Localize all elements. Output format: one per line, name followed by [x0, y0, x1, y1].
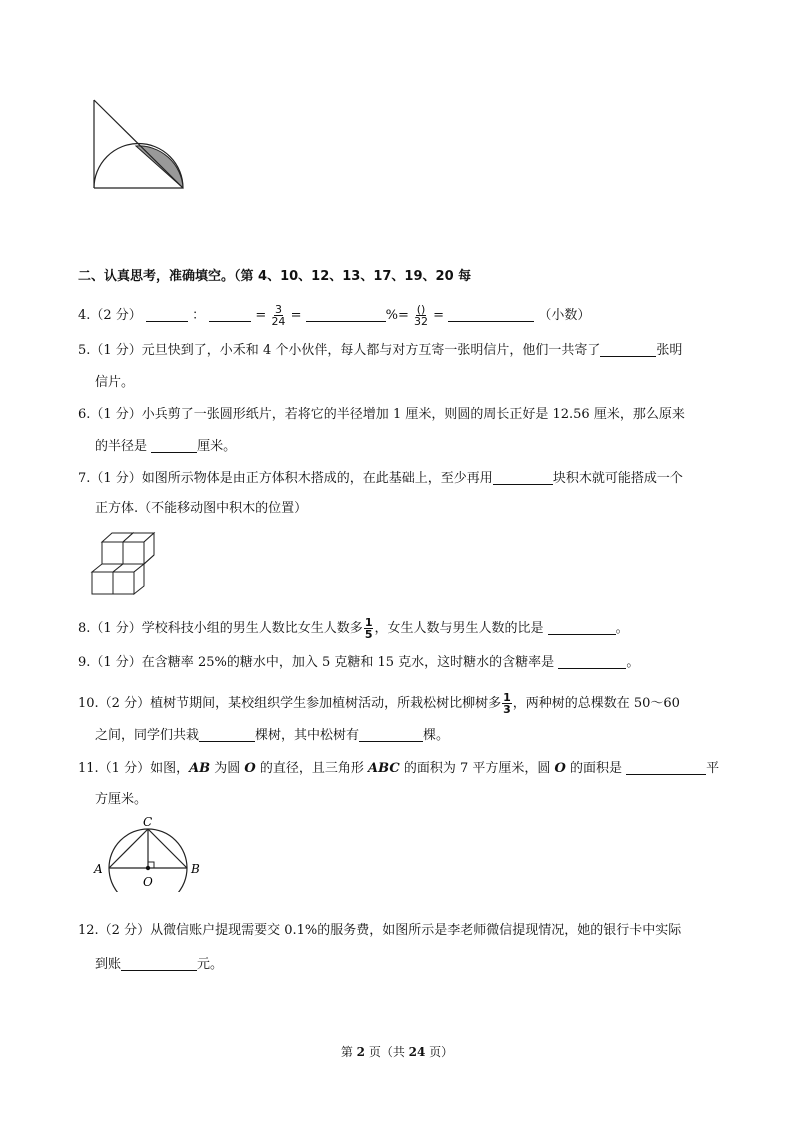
fraction-1-3: $\frac{1}{3}$	[503, 691, 511, 716]
fraction-blank-32: $\frac{()}{32}$	[414, 303, 429, 328]
circle-triangle-figure	[88, 812, 208, 892]
question-12-cont: 到账 元。	[95, 957, 224, 972]
question-11-cont: 方厘米。	[95, 792, 148, 807]
label-a: A	[94, 862, 103, 876]
fraction-1-5: $\frac{1}{5}$	[364, 616, 373, 641]
answer-blank[interactable]	[146, 307, 188, 322]
question-6: 6.（1 分）小兵剪了一张圆形纸片，若将它的半径增加 1 厘米，则圆的周长正好是 12.56 厘米，那么原来	[78, 407, 685, 422]
answer-blank[interactable]	[548, 620, 616, 635]
label-b: B	[191, 862, 200, 876]
answer-blank[interactable]	[209, 307, 251, 322]
question-10-cont: 之间，同学们共栽 棵树，其中松树有 棵。	[95, 728, 450, 743]
answer-blank[interactable]	[121, 956, 197, 971]
answer-blank[interactable]	[558, 654, 626, 669]
question-5: 5.（1 分）元旦快到了，小禾和 4 个小伙伴，每人都与对方互寄一张明信片，他们一共寄了 张明	[78, 343, 683, 358]
question-12: 12.（2 分）从微信账户提现需要交 0.1%的服务费，如图所示是李老师微信提现情况，她的银行卡中实际	[78, 923, 682, 938]
question-8: 8.（1 分）学校科技小组的男生人数比女生人数多 $\frac{1}{5}$ ，女生人数与男生人数的比是 。	[78, 616, 629, 641]
question-4: 4.（2 分） ： = $\frac{3}{24}$ = %= $\frac{()}{32}$ = （小数）	[78, 303, 591, 328]
question-7-cont: 正方体.（不能移动图中积木的位置）	[95, 501, 308, 516]
label-o: O	[143, 875, 153, 889]
triangle-semicircle-figure	[88, 96, 192, 196]
answer-blank[interactable]	[448, 307, 534, 322]
question-9: 9.（1 分）在含糖率 25%的糖水中，加入 5 克糖和 15 克水，这时糖水的含糖率是 。	[78, 655, 640, 670]
question-10: 10.（2 分）植树节期间，某校组织学生参加植树活动，所栽松树比柳树多 $\frac{1}{3}$ ，两种树的总棵数在 50～60	[78, 691, 680, 716]
fraction-3-24: $\frac{3}{24}$	[271, 303, 286, 328]
triangle-hypotenuse	[94, 100, 183, 188]
label-c: C	[143, 815, 153, 829]
question-6-cont: 的半径是 厘米。	[95, 439, 237, 454]
question-11: 11.（1 分）如图，AB 为圆 O 的直径，且三角形 ABC 的面积为 7 平方厘米，圆 O 的面积是 平	[78, 761, 720, 776]
answer-blank[interactable]	[306, 307, 386, 322]
center-dot	[146, 866, 150, 870]
answer-blank[interactable]	[359, 727, 423, 742]
page-footer: 第 2 页（共 24 页）	[340, 1045, 454, 1059]
stacked-cubes-figure	[90, 528, 166, 600]
answer-blank[interactable]	[151, 438, 197, 453]
question-7: 7.（1 分）如图所示物体是由正方体积木搭成的，在此基础上，至少再用 块积木就可能搭成一个	[78, 471, 683, 486]
question-5-cont: 信片。	[95, 375, 135, 390]
answer-blank[interactable]	[626, 760, 706, 775]
answer-blank[interactable]	[600, 342, 656, 357]
answer-blank[interactable]	[199, 727, 255, 742]
section-heading: 二、认真思考，准确填空。（第 4、10、12、13、17、19、20 每	[78, 269, 472, 284]
answer-blank[interactable]	[493, 470, 553, 485]
